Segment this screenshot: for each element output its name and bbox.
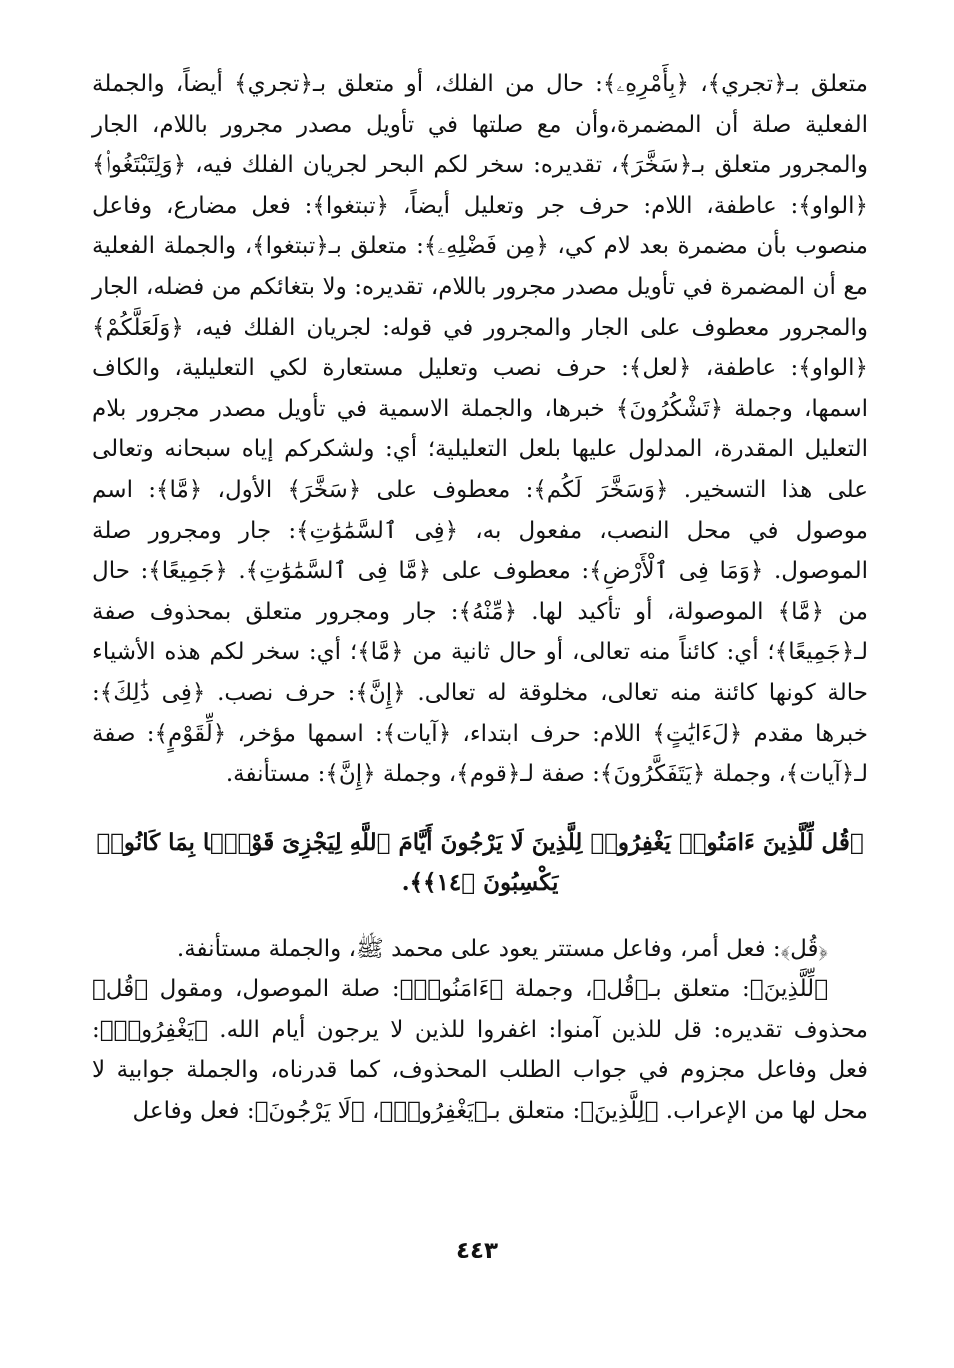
commentary-paragraph: متعلق بـ﴿تجري﴾، ﴿بِأَمْرِهِۦ﴾: حال من الفلك، أو متعلق بـ﴿تجري﴾ أيضاً، والجملة الفعلية صلة أن المضمرة،وأن مع صلتها في تأويل مصدر مجرور باللام، الجار والمجرور متعلق بـ﴿سَخَّرَ﴾، تقديره: سخر لكم البحر لجريان الفلك فيه، ﴿وَلِتَبْتَغُوا۟﴾ ﴿الواو﴾: عاطفة، اللام: حرف جر وتعليل أيضاً، ﴿تبتغوا﴾: فعل مضارع، وفاعل منصوب بأن مضمرة بعد لام كي، ﴿مِن فَضْلِهِۦ﴾: متعلق بـ﴿تبتغوا﴾، والجملة الفعلية مع أن المضمرة في تأويل مصدر مجرور باللام، تقديره: ولا بتغائكم من فضله، الجار والمجرور معطوف على الجار والمجرور في قوله: لجريان الفلك فيه، ﴿وَلَعَلَّكُمْ﴾ ﴿الواو﴾: عاطفة، ﴿لعل﴾: حرف نصب وتعليل مستعارة لكي التعليلية، والكاف اسمها، وجملة ﴿تَشْكُرُونَ﴾ خبرها، والجملة الاسمية في تأويل مصدر مجرور بلام التعليل المقدرة، المدلول عليها بلعل التعليلية؛ أي: ولشكركم إياه سبحانه وتعالى على هذا التسخير. ﴿وَسَخَّرَ لَكُم﴾: معطوف على ﴿سَخَّرَ﴾ الأول، ﴿مَّا﴾: اسم موصول في محل النصب، مفعول به، ﴿فِى ٱلسَّمَٰوَٰتِ﴾: جار ومجرور صلة الموصول. ﴿وَمَا فِى ٱلْأَرْضِ﴾: معطوف على ﴿مَّا فِى ٱلسَّمَٰوَٰتِ﴾. ﴿جَمِيعًا﴾: حال من ﴿مَّا﴾ الموصولة، أو تأكيد لها. ﴿مِّنْهُ﴾: جار ومجرور متعلق بمحذوف صفة لـ﴿جَمِيعًا﴾؛ أي: كائناً منه تعالى، أو حال ثانية من ﴿مَّا﴾؛ أي: سخر لكم هذه الأشياء حالة كونها كائنة منه تعالى، مخلوقة له تعالى. ﴿إِنَّ﴾: حرف نصب. ﴿فِى ذَٰلِكَ﴾: خبرها مقدم ﴿لَءَايَٰتٍ﴾ اللام: حرف ابتداء، ﴿آيات﴾: اسمها مؤخر، ﴿لِّقَوْمٍ﴾: صفة لـ﴿آيات﴾، وجملة ﴿يَتَفَكَّرُونَ﴾: صفة لـ﴿قوم﴾، وجملة ﴿إِنَّ﴾: مستأنفة. bbox=[92, 71, 868, 788]
page-content bbox=[92, 64, 868, 1132]
quran-verse: ﴿قُل لِّلَّذِينَ ءَامَنُوا۟ يَغْفِرُوا۟ لِلَّذِينَ لَا يَرْجُونَ أَيَّامَ ٱللَّهِ لِيَجْزِىَ قَوْمًۢا بِمَا كَانُوا۟ يَكْسِبُونَ ﴿١٤﴾﴾. bbox=[96, 828, 864, 896]
commentary-paragraph: ﴿لِّلَّذِينَ﴾: متعلق بـ﴿قُل﴾، وجملة ﴿ءَامَنُوا۟﴾: صلة الموصول، ومقول ﴿قُل﴾ محذوف تقديره: قل للذين آمنوا: اغفروا للذين لا يرجون أيام الله. ﴿يَغْفِرُوا۟﴾: فعل وفاعل مجزوم في جواب الطلب المحذوف، كما قدرناه، والجملة جوابية لا محل لها من الإعراب. ﴿لِلَّذِينَ﴾: متعلق بـ﴿يَغْفِرُوا۟﴾، ﴿لَا يَرْجُونَ﴾: فعل وفاعل bbox=[92, 976, 868, 1125]
page-number: ٤٤٣ bbox=[455, 1238, 499, 1264]
commentary-paragraph: ﴿قُل﴾: فعل أمر، وفاعل مستتر يعود على محمد ﷺ، والجملة مستأنفة. bbox=[176, 935, 828, 962]
